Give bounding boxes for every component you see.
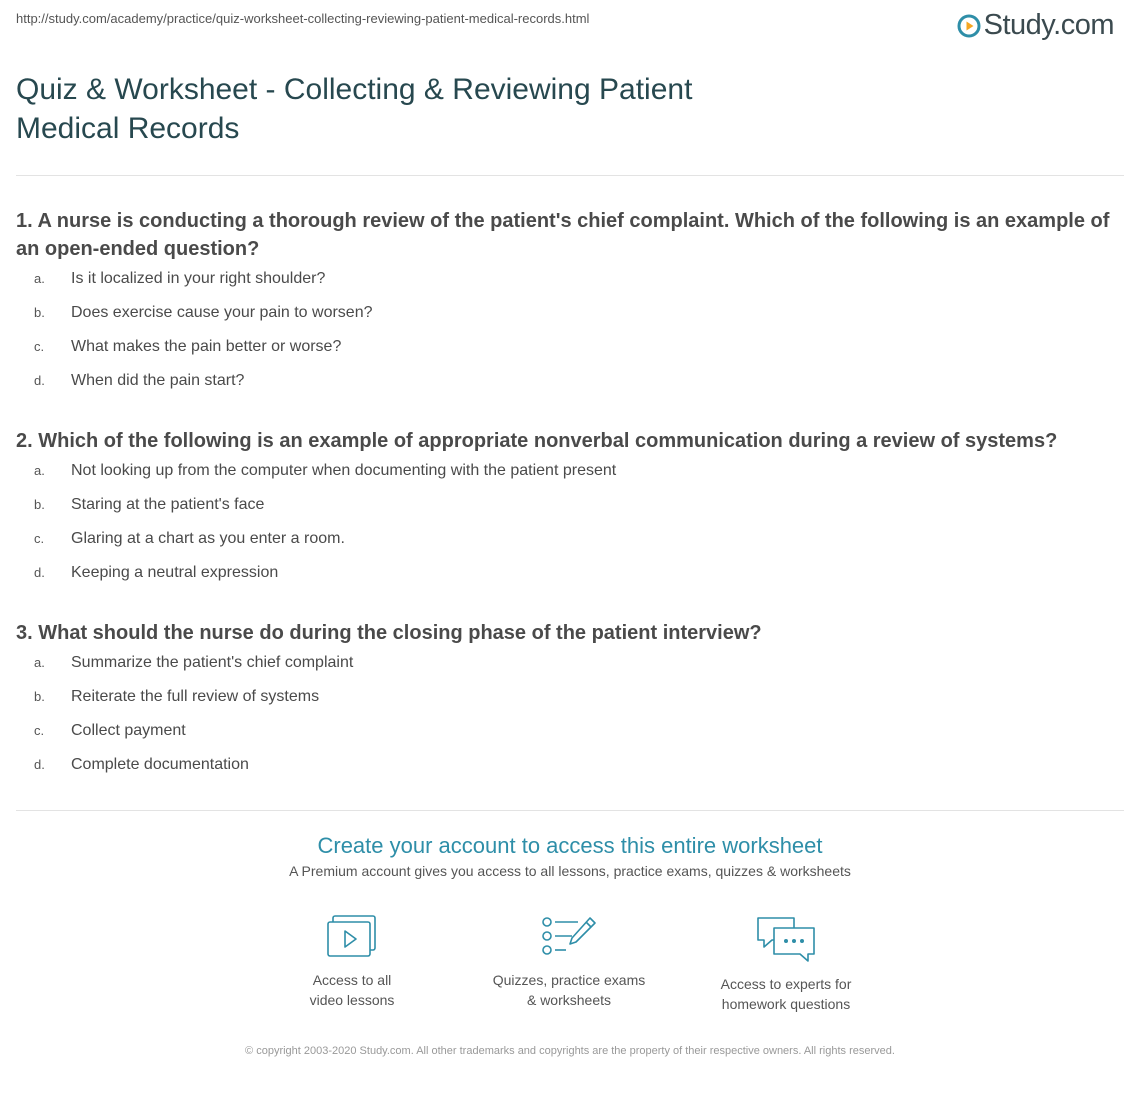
expert-chat-icon	[754, 914, 818, 964]
choice-text: Staring at the patient's face	[71, 496, 265, 513]
choice-item[interactable]	[16, 654, 1126, 688]
question-1	[16, 207, 1126, 406]
choice-list	[16, 270, 1126, 406]
choice-text: Glaring at a chart as you enter a room.	[71, 530, 345, 547]
choice-text: When did the pain start?	[71, 372, 245, 389]
question-text: 1. A nurse is conducting a thorough review of the patient's chief complaint. Which of the following is an example of an open-ended question?	[16, 210, 1110, 260]
choice-letter: d.	[34, 565, 45, 580]
study-play-icon	[957, 14, 981, 38]
choice-text: Complete documentation	[71, 756, 249, 773]
choice-item[interactable]	[16, 756, 1126, 790]
choice-item[interactable]	[16, 530, 1126, 564]
choice-letter: b.	[34, 497, 45, 512]
choice-letter: c.	[34, 531, 45, 546]
choice-text: Reiterate the full review of systems	[71, 688, 320, 705]
choice-item[interactable]	[16, 270, 1126, 304]
choice-letter: c.	[34, 723, 45, 738]
choice-letter: d.	[34, 373, 45, 388]
choice-letter: a.	[34, 271, 45, 286]
choice-item[interactable]	[16, 462, 1126, 496]
choice-item[interactable]	[16, 338, 1126, 372]
title-divider	[16, 175, 1124, 176]
create-account-link[interactable]: Create your account to access this entire worksheet	[317, 833, 823, 858]
choice-letter: a.	[34, 655, 45, 670]
feature-label: Access to experts for homework questions	[720, 976, 852, 1012]
signup-cta	[0, 830, 1140, 879]
choice-item[interactable]	[16, 372, 1126, 406]
feature-label: Access to all video lessons	[309, 972, 395, 1008]
page-url: http://study.com/academy/practice/quiz-worksheet-collecting-reviewing-patient-medical-records.html	[16, 11, 590, 26]
choice-text: Is it localized in your right shoulder?	[71, 270, 326, 287]
choice-letter: b.	[34, 305, 45, 320]
choice-item[interactable]	[16, 722, 1126, 756]
question-text: 2. Which of the following is an example of appropriate nonverbal communication during a review of systems?	[16, 430, 1058, 452]
feature-label: Quizzes, practice exams & worksheets	[492, 972, 646, 1008]
choice-item[interactable]	[16, 564, 1126, 598]
page-title: Quiz & Worksheet - Collecting & Reviewing Patient Medical Records	[16, 73, 693, 145]
study-logo[interactable]	[957, 8, 1114, 42]
content-divider	[16, 810, 1124, 811]
logo-text: Study.com	[983, 8, 1114, 41]
video-lessons-icon	[325, 914, 379, 960]
choice-text: Keeping a neutral expression	[71, 564, 279, 581]
choice-item[interactable]	[16, 496, 1126, 530]
choice-item[interactable]	[16, 304, 1126, 338]
choice-letter: a.	[34, 463, 45, 478]
choice-text: What makes the pain better or worse?	[71, 338, 342, 355]
question-2	[16, 427, 1126, 598]
choice-list	[16, 654, 1126, 790]
choice-letter: d.	[34, 757, 45, 772]
feature-experts	[686, 914, 886, 1014]
quiz-checklist-icon	[540, 914, 598, 960]
question-3	[16, 619, 1126, 790]
cta-subtitle: A Premium account gives you access to all lessons, practice exams, quizzes & worksheets	[289, 863, 851, 879]
choice-letter: b.	[34, 689, 45, 704]
choice-text: Not looking up from the computer when documenting with the patient present	[71, 462, 617, 479]
choice-text: Summarize the patient's chief complaint	[71, 654, 354, 671]
choice-text: Collect payment	[71, 722, 186, 739]
feature-quizzes	[469, 914, 669, 1010]
feature-video-lessons	[252, 914, 452, 1010]
copyright-footer: © copyright 2003-2020 Study.com. All other trademarks and copyrights are the property of their respective owners. All rights reserved.	[245, 1045, 895, 1057]
question-text: 3. What should the nurse do during the closing phase of the patient interview?	[16, 622, 762, 644]
choice-letter: c.	[34, 339, 45, 354]
choice-list	[16, 462, 1126, 598]
choice-item[interactable]	[16, 688, 1126, 722]
choice-text: Does exercise cause your pain to worsen?	[71, 304, 373, 321]
